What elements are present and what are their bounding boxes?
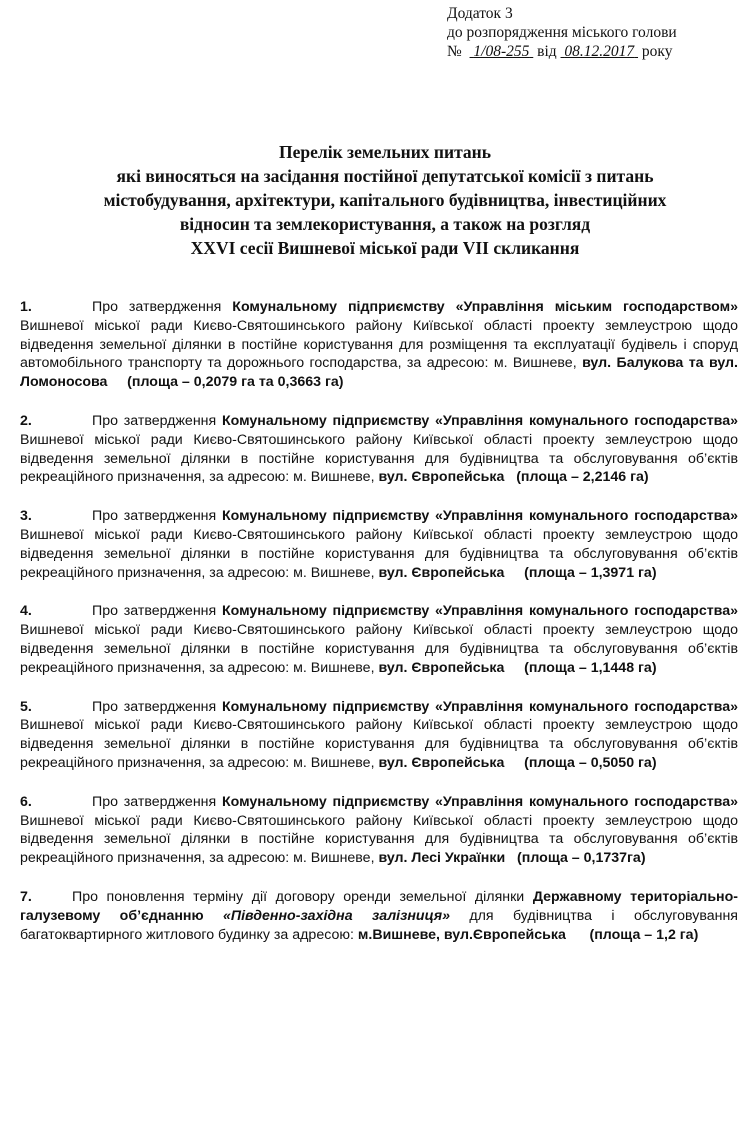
item-body: Вишневої міської ради Києво-Святошинського району Київської області проекту землеустрою щодо відведення земельної ділянки в постійне користування для будівництва та обслуговування об’єктів рекреаційного призначення, за адресою: м. Вишневе, [20, 431, 738, 486]
title-line-4: відносин та землекористування, а також на розгляд [179, 214, 591, 234]
list-item [20, 698, 738, 773]
item-number: 3. [20, 508, 32, 525]
document-title [20, 140, 750, 260]
item-body: Вишневої міської ради Києво-Святошинського району Київської області проекту землеустрою щодо відведення земельної ділянки в постійне користування для будівництва та обслуговування об’єктів рекреаційного призначення, за адресою: м. Вишневе, [20, 812, 738, 867]
item-action: Про затвердження [92, 698, 217, 715]
item-entity: Комунальному підприємству «Управління комунального господарства» [221, 508, 738, 525]
title-line-2: які виносяться на засідання постійної депутатської комісії з питань [116, 166, 654, 186]
item-area: (площа – 1,3971 га) [524, 564, 657, 581]
item-entity: Державному територіально-галузевому об’єднанню [20, 888, 738, 924]
item-street: м.Вишневе, вул.Європейська [357, 926, 566, 943]
list-item [20, 793, 738, 868]
order-number: 1/08-255 [473, 43, 530, 60]
title-line-1: Перелік земельних питань [279, 142, 491, 162]
number-sign: № [447, 43, 462, 60]
item-number: 4. [20, 603, 32, 620]
list-item [20, 412, 738, 487]
item-street: вул. Європейська [378, 469, 505, 486]
item-action: Про затвердження [92, 299, 222, 315]
annex-header [447, 4, 747, 61]
item-entity: Комунальному підприємству «Управління комунального господарства» [221, 793, 738, 810]
item-street: вул. Європейська [378, 754, 505, 771]
item-number: 1. [20, 299, 32, 315]
item-street: вул. Лесі Українки [378, 850, 506, 867]
annex-reference: до розпорядження міського голови [447, 24, 677, 41]
item-action: Про затвердження [92, 793, 217, 810]
annex-number-line [447, 42, 747, 61]
item-entity: Комунальному підприємству «Управління комунального господарства» [221, 412, 738, 429]
item-street: вул. Європейська [378, 659, 505, 676]
year-suffix: року [641, 43, 673, 60]
order-date: 08.12.2017 [564, 43, 635, 60]
item-body: Вишневої міської ради Києво-Святошинського району Київської області проекту землеустрою щодо відведення земельної ділянки в постійне користування для будівництва та обслуговування об’єктів рекреаційного призначення, за адресою: м. Вишневе, [20, 622, 738, 676]
item-street: вул. Балукова та вул. Ломоносова [20, 355, 738, 391]
item-area: (площа – 2,2146 га) [516, 469, 649, 486]
title-line-3: містобудування, архітектури, капітального будівництва, інвестиційних [103, 190, 667, 210]
date-prefix: від [537, 43, 557, 60]
list-item [20, 507, 738, 582]
item-action: Про поновлення терміну дії договору оренди земельної ділянки [72, 888, 525, 905]
item-entity: Комунальному підприємству «Управління міським господарством» [232, 299, 738, 315]
item-area: (площа – 0,5050 га) [524, 754, 657, 771]
land-issues-list [20, 298, 738, 964]
item-street: вул. Європейська [378, 564, 505, 581]
item-number: 5. [20, 698, 32, 715]
item-action: Про затвердження [92, 508, 217, 525]
title-line-5: XXVI сесії Вишневої міської ради VII скликання [190, 238, 580, 258]
item-entity: Комунальному підприємству «Управління комунального господарства» [221, 698, 738, 715]
item-area: (площа – 1,1448 га) [524, 659, 657, 676]
item-number: 7. [20, 888, 32, 905]
item-body: Вишневої міської ради Києво-Святошинського району Київської області проекту землеустрою щодо відведення земельної ділянки в постійне користування для розміщення та експлуатації будівель і споруд автомобільного транспорту та дорожнього господарства, за адресою: м. Вишневе, [20, 317, 738, 372]
item-area: (площа – 0,1737га) [517, 850, 646, 867]
item-entity-name: «Південно-західна залізниця» [223, 907, 450, 924]
item-action: Про затвердження [92, 412, 217, 429]
item-body: Вишневої міської ради Києво-Святошинського району Київської області проекту землеустрою щодо відведення земельної ділянки в постійне користування для будівництва та обслуговування об’єктів рекреаційного призначення, за адресою: м. Вишневе, [20, 717, 738, 771]
item-area: (площа – 1,2 га) [589, 926, 699, 943]
list-item [20, 602, 738, 677]
item-number: 2. [20, 412, 32, 429]
item-area: (площа – 0,2079 га та 0,3663 га) [127, 374, 344, 391]
list-item [20, 888, 738, 944]
annex-title: Додаток 3 [447, 5, 513, 22]
list-item [20, 298, 738, 392]
item-body: для будівництва і обслуговування багатоквартирного житлового будинку за адресою: [20, 907, 738, 943]
item-action: Про затвердження [92, 603, 217, 620]
item-body: Вишневої міської ради Києво-Святошинського району Київської області проекту землеустрою щодо відведення земельної ділянки в постійне користування для будівництва та обслуговування об’єктів рекреаційного призначення, за адресою: м. Вишневе, [20, 526, 738, 581]
item-number: 6. [20, 793, 32, 810]
item-entity: Комунальному підприємству «Управління комунального господарства» [221, 603, 738, 620]
